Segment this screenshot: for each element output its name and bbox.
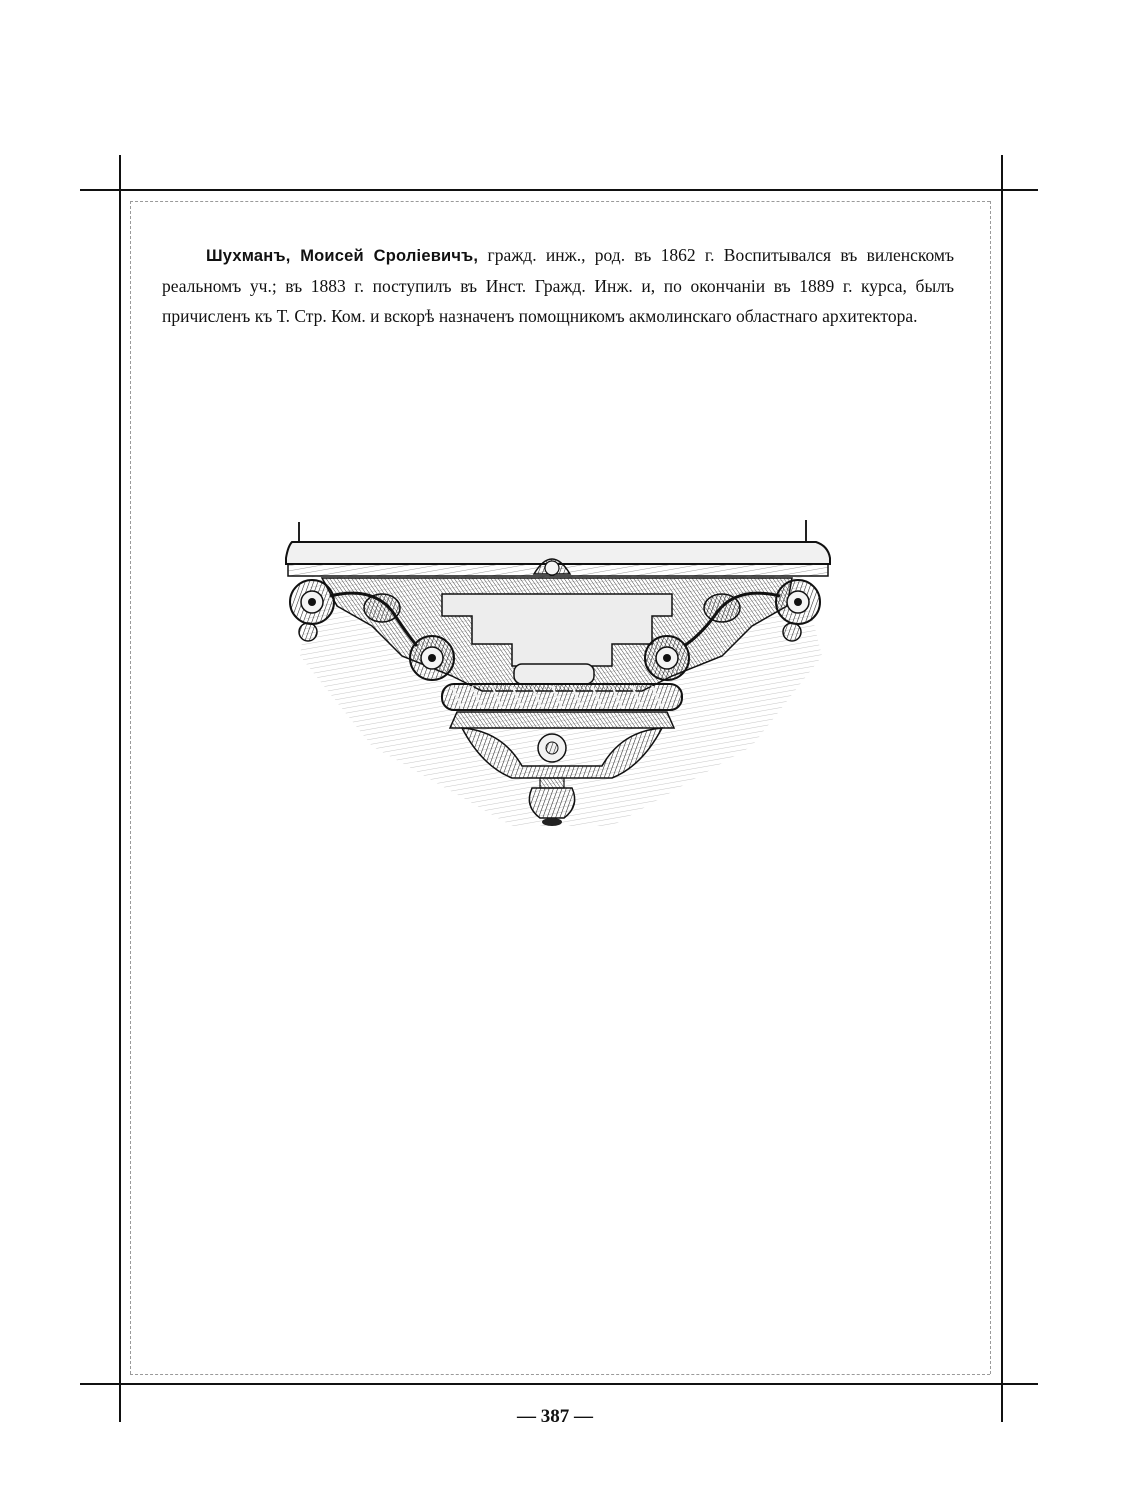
page-number: — 387 —: [517, 1406, 593, 1427]
entry-text: гражд. инж., род. въ 1862 г. Воспитывался въ виленскомъ реальномъ уч.; въ 1883 г. поступилъ въ Инст. Гражд. Инж. и, по окончанiи въ 1889 г. курса, былъ причисленъ къ Т. Стр. Ком. и вскорѣ назначенъ помощникомъ акмолинскаго областнаго архитектора.: [162, 245, 955, 326]
inner-frame-right: [990, 201, 991, 1374]
inner-frame-bottom: [130, 1374, 990, 1375]
frame-right-rule: [1001, 155, 1003, 1422]
biography-entry: [162, 240, 954, 331]
ornamental-bracket-illustration: [282, 516, 842, 832]
entry-name: Шухманъ, Моисей Сролiевичъ,: [206, 247, 479, 265]
inner-frame-top: [130, 201, 990, 202]
frame-left-rule: [119, 155, 121, 1422]
frame-bottom-rule: [80, 1383, 1038, 1385]
frame-top-rule: [80, 189, 1038, 191]
inner-frame-left: [130, 201, 131, 1374]
